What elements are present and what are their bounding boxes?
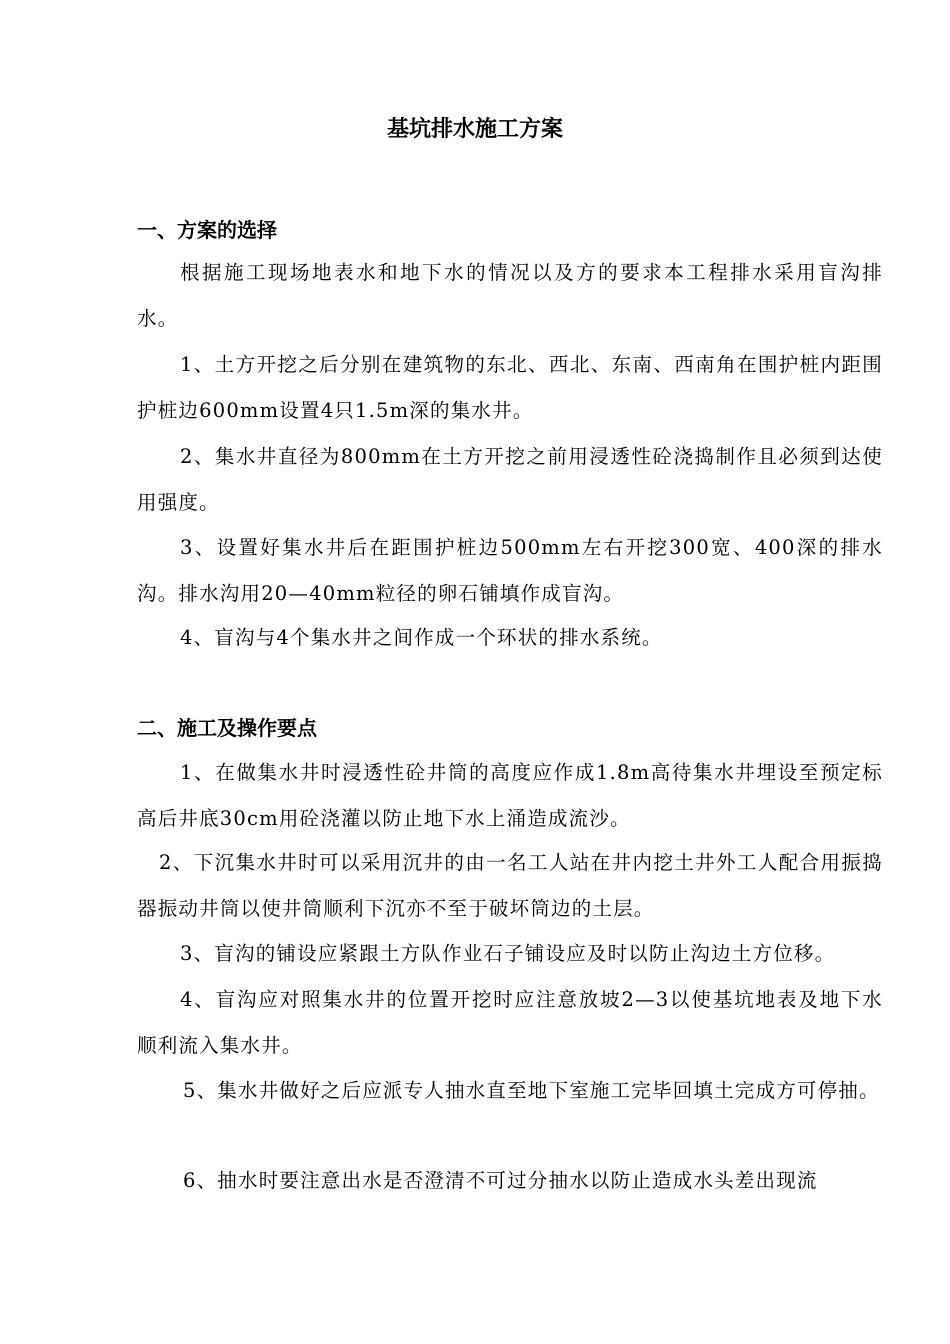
paragraph-point-3: 3、盲沟的铺设应紧跟土方队作业石子铺设应及时以防止沟边土方位移。 — [180, 942, 836, 965]
paragraph-point-6: 6、抽水时要注意出水是否澄清不可过分抽水以防止造成水头差出现流 — [183, 1169, 818, 1192]
paragraph-item-1: 1、土方开挖之后分别在建筑物的东北、西北、东南、西南角在围护桩内距围护桩边600mm设置4只1.5m深的集水井。 — [137, 353, 883, 422]
paragraph-item-2: 2、集水井直径为800mm在土方开挖之前用浸透性砼浇捣制作且必须到达使用强度。 — [137, 445, 883, 514]
paragraph-point-5: 5、集水井做好之后应派专人抽水直至地下室施工完毕回填土完成方可停抽。 — [183, 1079, 880, 1102]
paragraph-point-4: 4、盲沟应对照集水井的位置开挖时应注意放坡2—3以使基坑地表及地下水顺利流入集水井。 — [137, 988, 883, 1057]
paragraph-point-2: 2、下沉集水井时可以采用沉井的由一名工人站在井内挖土井外工人配合用振捣器振动井筒以使井筒顺利下沉亦不至于破坏筒边的土层。 — [137, 851, 883, 920]
paragraph-item-4: 4、盲沟与4个集水井之间作成一个环状的排水系统。 — [180, 626, 663, 649]
paragraph-intro: 根据施工现场地表水和地下水的情况以及方的要求本工程排水采用盲沟排水。 — [137, 261, 883, 330]
paragraph-item-3: 3、设置好集水井后在距围护桩边500mm左右开挖300宽、400深的排水沟。排水沟用20—40mm粒径的卵石铺填作成盲沟。 — [137, 536, 883, 605]
paragraph-point-1: 1、在做集水井时浸透性砼井筒的高度应作成1.8m高待集水井埋设至预定标高后井底30cm用砼浇灌以防止地下水上涌造成流沙。 — [137, 761, 883, 830]
document-title: 基坑排水施工方案 — [386, 117, 563, 142]
section-heading-plan-selection: 一、方案的选择 — [137, 218, 277, 242]
section-heading-key-points: 二、施工及操作要点 — [137, 716, 317, 740]
